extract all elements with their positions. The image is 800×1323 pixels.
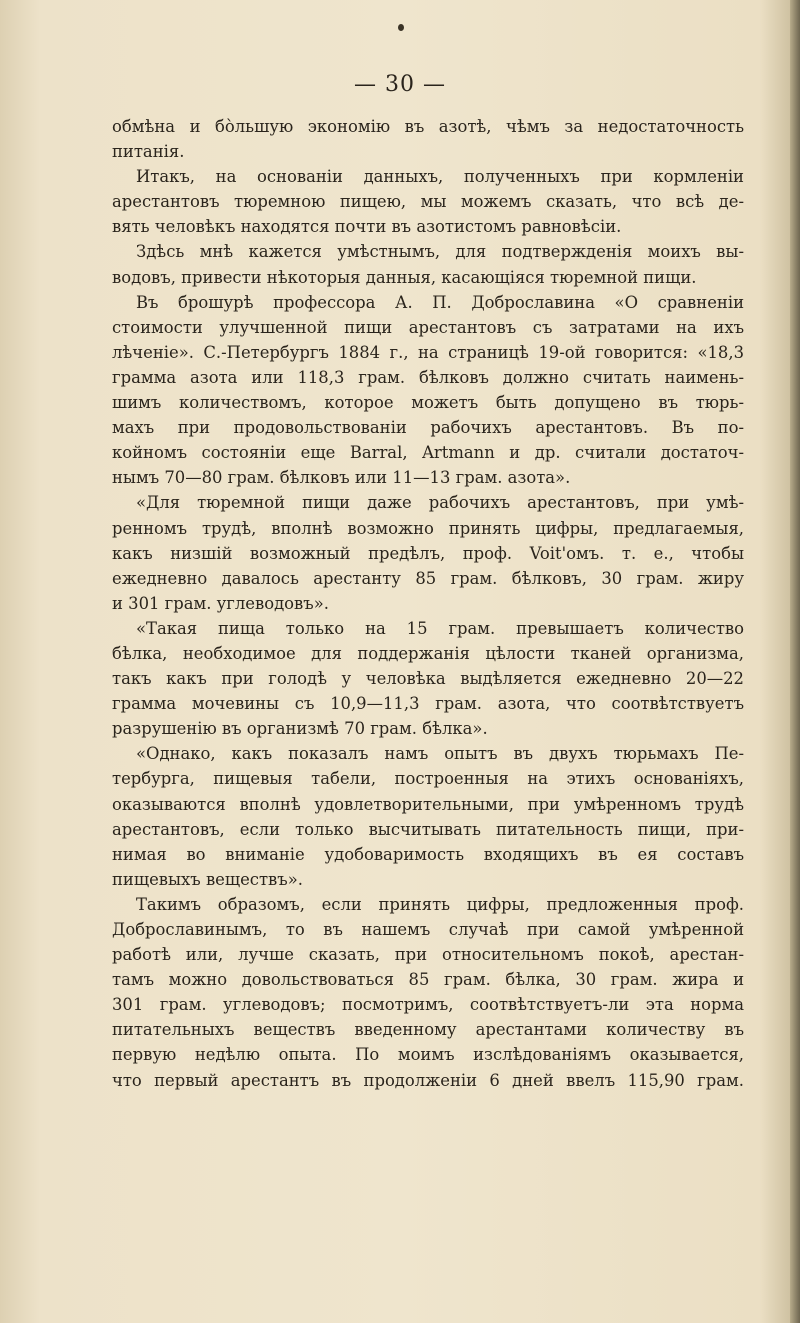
- text-line: разрушенію въ организмѣ 70 грам. бѣлка».: [112, 719, 488, 739]
- text-line: «Однако, какъ показалъ намъ опытъ въ двухъ тюрьмахъ Пе-: [136, 744, 744, 764]
- text-line: оказываются вполнѣ удовлетворительными, при умѣренномъ трудѣ: [112, 794, 744, 814]
- page-edge-shadow: [790, 0, 800, 1323]
- text-line: грамма мочевины съ 10,9—11,3 грам. азота, что соотвѣтствуетъ: [112, 694, 744, 714]
- text-line: работѣ или, лучше сказать, при относительномъ покоѣ, арестан-: [112, 945, 744, 965]
- text-line: стоимости улучшенной пищи арестантовъ съ затратами на ихъ: [112, 317, 744, 337]
- text-line: Итакъ, на основаніи данныхъ, полученныхъ при кормленіи: [136, 167, 744, 187]
- text-line: арестантовъ, если только высчитывать питательность пищи, при-: [112, 819, 744, 839]
- text-line: вять человѣкъ находятся почти въ азотистомъ равновѣсіи.: [112, 217, 622, 237]
- text-line: махъ при продовольствованіи рабочихъ арестантовъ. Въ по-: [112, 418, 744, 438]
- text-line: «Такая пища только на 15 грам. превышаетъ количество: [136, 618, 744, 638]
- text-line: водовъ, привести нѣкоторыя данныя, касающіяся тюремной пищи.: [112, 267, 697, 287]
- text-line: нимая во вниманіе удобоваримость входящихъ въ ея составъ: [112, 844, 744, 864]
- text-line: нымъ 70—80 грам. бѣлковъ или 11—13 грам. азота».: [112, 468, 571, 488]
- text-line: шимъ количествомъ, которое можетъ быть допущено въ тюрь-: [112, 393, 744, 413]
- body-text: [112, 114, 744, 1093]
- text-line: что первый арестантъ въ продолженіи 6 дней ввелъ 115,90 грам.: [112, 1070, 744, 1090]
- text-line: Такимъ образомъ, если принять цифры, предложенныя проф.: [136, 894, 744, 914]
- ink-speck: [398, 24, 404, 31]
- text-line: койномъ состояніи еще Barral, Artmann и др. считали достаточ-: [112, 443, 744, 463]
- text-line: пищевыхъ веществъ».: [112, 869, 303, 889]
- text-line: ренномъ трудѣ, вполнѣ возможно принять цифры, предлагаемыя,: [112, 518, 744, 538]
- text-line: Здѣсь мнѣ кажется умѣстнымъ, для подтвержденія моихъ вы-: [136, 242, 744, 262]
- page-number: — 30 —: [354, 72, 446, 97]
- text-line: «Для тюремной пищи даже рабочихъ арестантовъ, при умѣ-: [136, 493, 744, 513]
- text-line: лѣченіе». С.-Петербургъ 1884 г., на страницѣ 19-ой говорится: «18,3: [112, 342, 744, 362]
- text-line: грамма азота или 118,3 грам. бѣлковъ должно считать наимень-: [112, 367, 744, 387]
- text-line: 301 грам. углеводовъ; посмотримъ, соотвѣтствуетъ-ли эта норма: [112, 995, 744, 1015]
- text-line: первую недѣлю опыта. По моимъ изслѣдованіямъ оказывается,: [112, 1045, 744, 1065]
- text-line: Въ брошурѣ профессора А. П. Доброславина «О сравненіи: [136, 292, 744, 312]
- text-line: такъ какъ при голодѣ у человѣка выдѣляется ежедневно 20—22: [112, 669, 744, 689]
- text-line: тамъ можно довольствоваться 85 грам. бѣлка, 30 грам. жира и: [112, 970, 744, 990]
- text-line: тербурга, пищевыя табели, построенныя на этихъ основаніяхъ,: [112, 769, 744, 789]
- text-line: обмѣна и бо̀льшую экономію въ азотѣ, чѣмъ за недостаточность: [112, 117, 744, 136]
- text-line: ежедневно давалось арестанту 85 грам. бѣлковъ, 30 грам. жиру: [112, 568, 744, 588]
- text-line: и 301 грам. углеводовъ».: [112, 593, 329, 613]
- text-line: питанія.: [112, 142, 185, 162]
- text-line: бѣлка, необходимое для поддержанія цѣлости тканей организма,: [112, 643, 744, 663]
- text-line: питательныхъ веществъ введенному арестантами количеству въ: [112, 1020, 744, 1040]
- text-line: какъ низшій возможный предѣлъ, проф. Voit'омъ. т. е., чтобы: [112, 543, 744, 563]
- text-line: Доброславинымъ, то въ нашемъ случаѣ при самой умѣренной: [112, 920, 744, 939]
- text-line: арестантовъ тюремною пищею, мы можемъ сказать, что всѣ де-: [112, 192, 744, 212]
